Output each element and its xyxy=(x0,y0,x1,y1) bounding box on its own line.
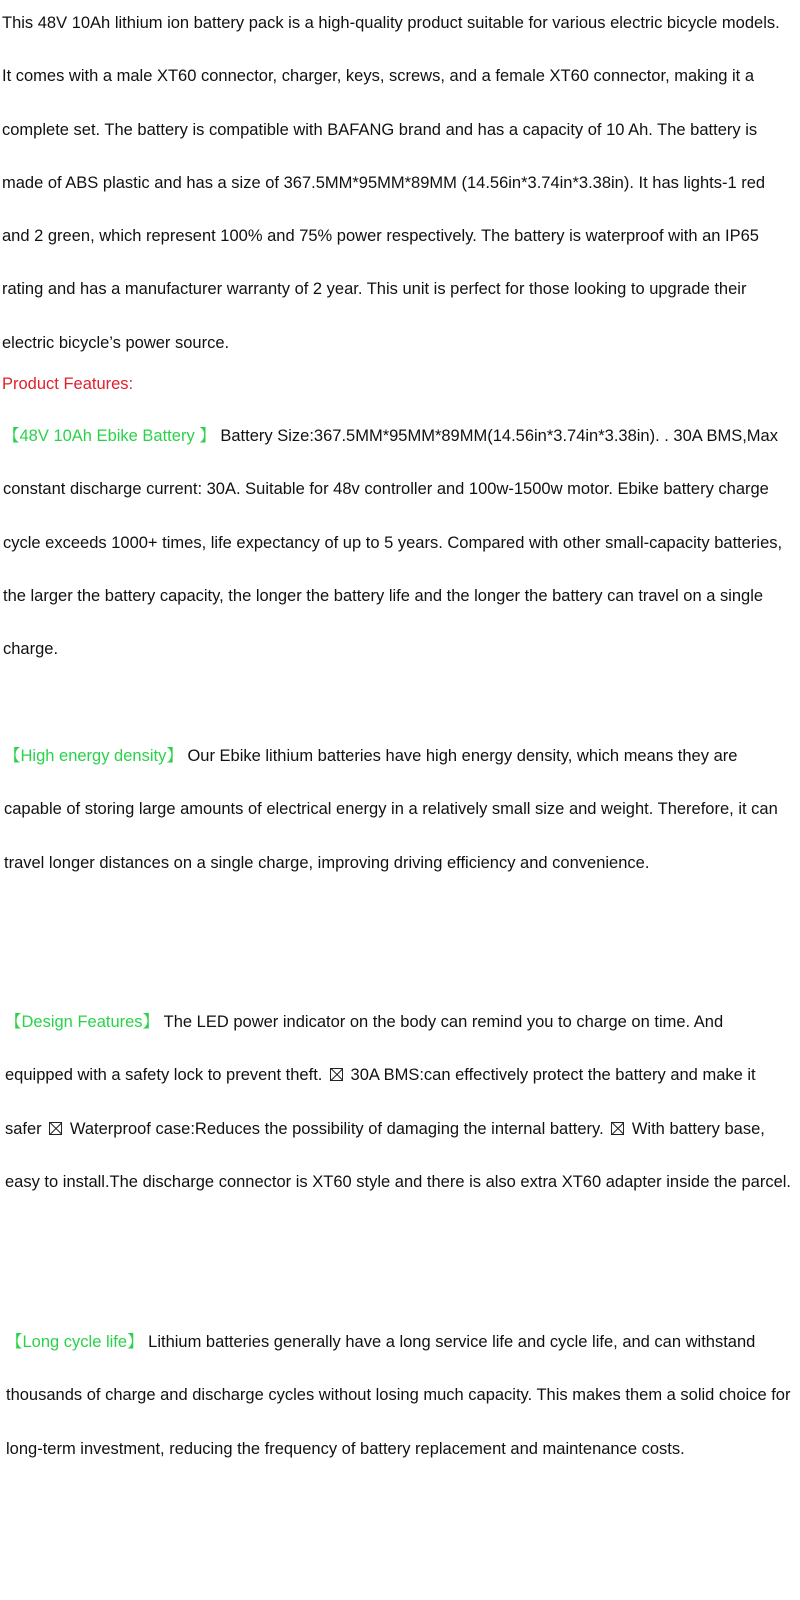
feature-design xyxy=(5,996,795,1209)
feature-text: Battery Size:367.5MM*95MM*89MM(14.56in*3.74in*3.38in). . 30A BMS,Max constant discharge current: 30A. Suitable for 48v controller and 100w-1500w motor. Ebike battery charge cycle exceeds 1000+ times, life expectancy of up to 5 years. Compared with other small-capacity batteries, the larger the battery capacity, the longer the battery life and the longer the battery can travel on a single charge. xyxy=(3,427,783,659)
feature-text: 30A BMS:can effectively protect the battery and make it safer xyxy=(5,1066,756,1138)
feature-cycle-life xyxy=(6,1316,796,1476)
feature-label: 【Design Features】 xyxy=(5,1013,160,1031)
feature-label: 【Long cycle life】 xyxy=(6,1333,144,1351)
missing-glyph-box-icon xyxy=(330,1068,343,1081)
feature-label: 【High energy density】 xyxy=(4,747,183,765)
feature-text: With battery base, easy to install.The discharge connector is XT60 style and there is also extra XT60 adapter inside the parcel. xyxy=(5,1119,792,1191)
feature-energy-density xyxy=(4,730,794,890)
feature-text: Our Ebike lithium batteries have high energy density, which means they are capable of storing large amounts of electrical energy in a relatively small size and weight. Therefore, it can travel longer distances on a single charge, improving driving efficiency and convenience. xyxy=(4,747,778,872)
feature-text: The LED power indicator on the body can remind you to charge on time. And equipped with a safety lock to prevent theft. xyxy=(5,1013,724,1085)
missing-glyph-box-icon xyxy=(611,1122,624,1135)
feature-battery-spec xyxy=(3,410,793,676)
intro-paragraph: This 48V 10Ah lithium ion battery pack is a high-quality product suitable for various electric bicycle models. It comes with a male XT60 connector, charger, keys, screws, and a female XT60 connector, making it a complete set. The battery is compatible with BAFANG brand and has a capacity of 10 Ah. The battery is made of ABS plastic and has a size of 367.5MM*95MM*89MM (14.56in*3.74in*3.38in). It has lights-1 red and 2 green, which represent 100% and 75% power respectively. The battery is waterproof with an IP65 rating and has a manufacturer warranty of 2 year. This unit is perfect for those looking to upgrade their electric bicycle’s power source. xyxy=(2,14,780,352)
missing-glyph-box-icon xyxy=(49,1122,62,1135)
feature-label: 【48V 10Ah Ebike Battery 】 xyxy=(3,427,216,445)
feature-text: Waterproof case:Reduces the possibility of damaging the internal battery. xyxy=(69,1119,604,1138)
feature-text: Lithium batteries generally have a long service life and cycle life, and can withstand thousands of charge and discharge cycles without losing much capacity. This makes them a solid choice for long-term investment, reducing the frequency of battery replacement and maintenance costs. xyxy=(6,1333,791,1458)
product-features-heading: Product Features: xyxy=(2,375,134,393)
